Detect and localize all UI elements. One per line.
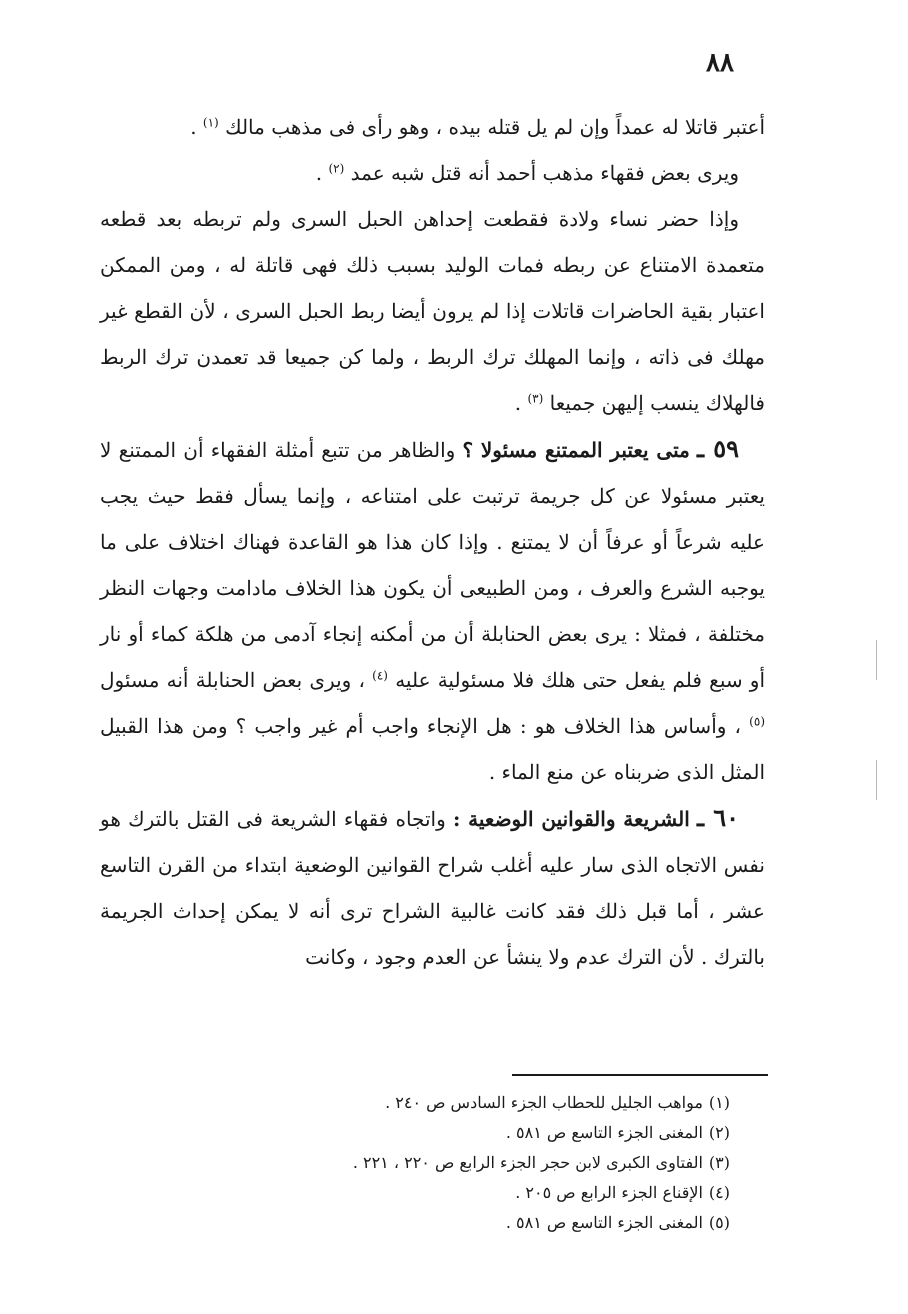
paragraph-3 bbox=[100, 196, 765, 426]
section-heading: متى يعتبر الممتنع مسئولا ؟ bbox=[462, 438, 690, 462]
paragraph-text: أعتبر قاتلا له عمداً وإن لم يل قتله بيده ، وهو رأى فى مذهب مالك bbox=[225, 115, 765, 139]
section-text-3: ، وأساس هذا الخلاف هو : هل الإنجاء واجب أم غير واجب ؟ ومن هذا القبيل المثل الذى ضربناه عن منع الماء . bbox=[100, 714, 765, 784]
paragraph-text: وإذا حضر نساء ولادة فقطعت إحداهن الحبل السرى ولم تربطه بعد قطعه متعمدة الامتناع عن ربطه فمات الوليد بسبب ذلك فهى قاتلة له ، ومن الممكن اعتبار بقية الحاضرات قاتلات إذا لم يرون أيضا ربط الحبل السرى ، لأن القطع غير مهلك فى ذاته ، وإنما المهلك ترك الربط ، ولما كن جميعا قد تعمدن ترك الربط فالهلاك ينسب إليهن جميعا bbox=[100, 207, 765, 415]
section-text-2: ، ويرى بعض الحنابلة أنه مسئول bbox=[100, 668, 365, 692]
section-heading: الشريعة والقوانين الوضعية : bbox=[452, 807, 690, 831]
paragraph-end: . bbox=[315, 161, 329, 185]
footnote-text: الإقناع الجزء الرابع ص ٢٠٥ . bbox=[515, 1183, 703, 1202]
section-number: ٥٩ ـ bbox=[697, 434, 739, 463]
footnote-number: (٤) bbox=[708, 1183, 730, 1202]
footnote-text: المغنى الجزء التاسع ص ٥٨١ . bbox=[505, 1123, 703, 1142]
footnote-2 bbox=[220, 1118, 730, 1148]
footnote-divider bbox=[512, 1074, 768, 1076]
footnote-ref: (١) bbox=[202, 115, 219, 130]
section-text: واتجاه فقهاء الشريعة فى القتل بالترك هو نفس الاتجاه الذى سار عليه أغلب شراح القوانين الوضعية ابتداء من القرن التاسع عشر ، أما قبل ذلك فقد كانت غالبية الشراح ترى أنه لا يمكن إحداث الجريمة بالترك . لأن الترك عدم ولا ينشأ عن العدم وجود ، وكانت bbox=[100, 807, 765, 969]
footnote-number: (٣) bbox=[708, 1153, 730, 1172]
footnote-3 bbox=[220, 1148, 730, 1178]
page-number: ٨٨ bbox=[706, 48, 734, 78]
footnote-ref: (٥) bbox=[749, 714, 765, 729]
body-text bbox=[100, 104, 765, 980]
footnotes bbox=[220, 1088, 730, 1238]
footnote-number: (٥) bbox=[708, 1213, 730, 1232]
scan-margin-mark bbox=[876, 640, 877, 680]
scan-margin-mark bbox=[876, 760, 877, 800]
footnote-text: الفتاوى الكبرى لابن حجر الجزء الرابع ص ٢٢٠ ، ٢٢١ . bbox=[352, 1153, 703, 1172]
footnote-text: مواهب الجليل للحطاب الجزء السادس ص ٢٤٠ . bbox=[385, 1093, 703, 1112]
section-60 bbox=[100, 795, 765, 980]
section-text: والظاهر من تتبع أمثلة الفقهاء أن الممتنع لا يعتبر مسئولا عن كل جريمة ترتبت على امتناعه ، وإنما يسأل فقط حيث يجب عليه شرعاً أو عرفاً أن لا يمتنع . وإذا كان هذا هو القاعدة فهناك اختلاف على ما يوجبه الشرع والعرف ، ومن الطبيعى أن يكون هذا الخلاف مادامت وجهات النظر مختلفة ، فمثلا : يرى بعض الحنابلة أن من أمكنه إنجاء آدمى من هلكة كماء أو نار أو سبع فلم يفعل حتى هلك فلا مسئولية عليه bbox=[100, 438, 766, 692]
footnote-1 bbox=[220, 1088, 730, 1118]
footnote-ref: (٢) bbox=[328, 161, 345, 176]
footnote-number: (١) bbox=[708, 1093, 730, 1112]
paragraph-1 bbox=[100, 104, 765, 150]
footnote-number: (٢) bbox=[708, 1123, 730, 1142]
paragraph-end: . bbox=[190, 115, 203, 139]
section-59 bbox=[100, 426, 765, 795]
paragraph-text: ويرى بعض فقهاء مذهب أحمد أنه قتل شبه عمد bbox=[350, 161, 739, 185]
footnote-5 bbox=[220, 1208, 730, 1238]
paragraph-end: . bbox=[514, 391, 528, 415]
paragraph-2 bbox=[100, 150, 765, 196]
footnote-4 bbox=[220, 1178, 730, 1208]
footnote-ref: (٣) bbox=[527, 391, 544, 406]
section-number: ٦٠ ـ bbox=[697, 803, 740, 832]
footnote-text: المغنى الجزء التاسع ص ٥٨١ . bbox=[505, 1213, 703, 1232]
footnote-ref: (٤) bbox=[372, 668, 388, 683]
